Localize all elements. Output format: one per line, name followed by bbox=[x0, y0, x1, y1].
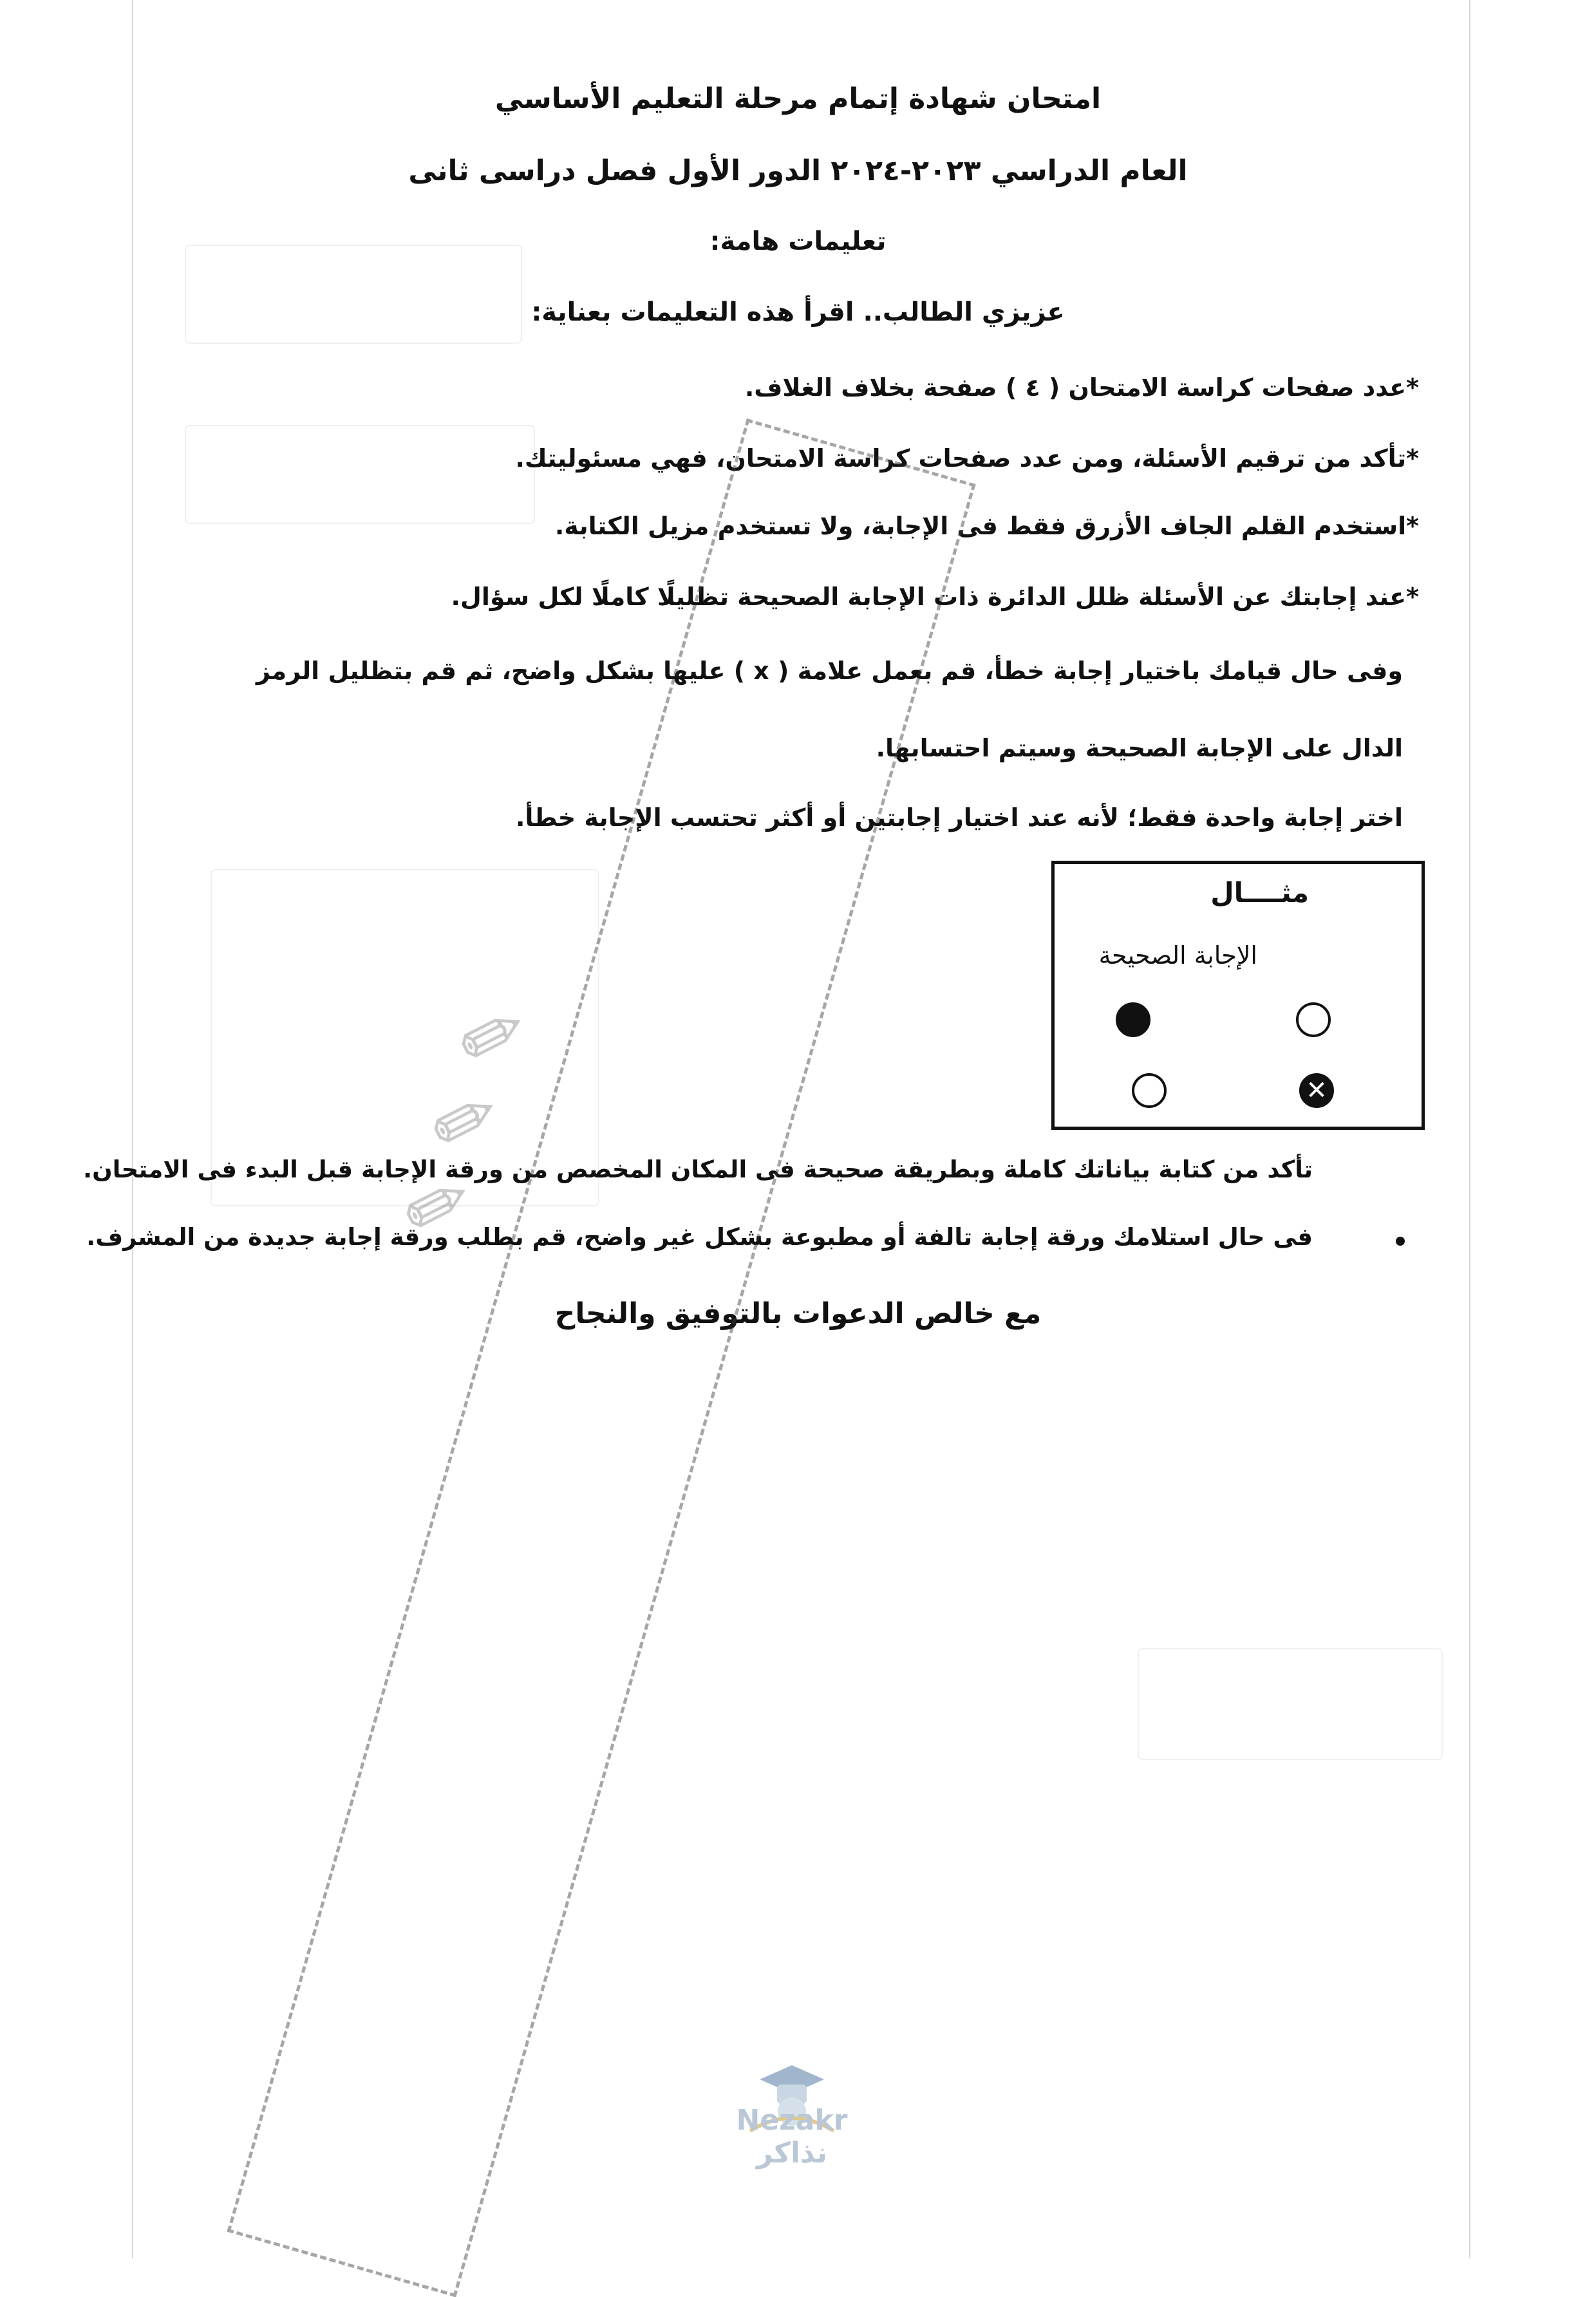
example-title: مثــــال bbox=[1210, 877, 1309, 908]
show-through-box bbox=[1138, 1648, 1443, 1760]
correct-answer-label: الإجابة الصحيحة bbox=[1098, 941, 1257, 970]
academic-year-line: العام الدراسي ٢٠٢٣-٢٠٢٤ الدور الأول فصل دراسى ثانى bbox=[408, 155, 1188, 187]
instruction-line: اختر إجابة واحدة فقط؛ لأنه عند اختيار إجابتين أو أكثر تحتسب الإجابة خطأ. bbox=[515, 803, 1403, 832]
instruction-line: *تأكد من ترقيم الأسئلة، ومن عدد صفحات كراسة الامتحان، فهي مسئوليتك. bbox=[515, 444, 1419, 473]
instruction-line: *عدد صفحات كراسة الامتحان ( ٤ ) صفحة بخلاف الغلاف. bbox=[744, 373, 1419, 402]
show-through-box bbox=[185, 425, 535, 524]
filled-bubble-icon bbox=[1116, 1002, 1150, 1037]
instructions-heading: تعليمات هامة: bbox=[709, 227, 887, 256]
stamp-handwriting: ✎ ✎ ✎ bbox=[386, 991, 547, 1251]
greeting-line: عزيزي الطالب.. اقرأ هذه التعليمات بعناية: bbox=[531, 297, 1065, 327]
bullet-icon bbox=[1396, 1237, 1405, 1246]
note-line: فى حال استلامك ورقة إجابة تالفة أو مطبوعة بشكل غير واضح، قم بطلب ورقة إجابة جديدة من المشرف. bbox=[86, 1223, 1313, 1251]
empty-bubble-icon bbox=[1132, 1073, 1167, 1108]
exam-title: امتحان شهادة إتمام مرحلة التعليم الأساسي bbox=[494, 82, 1102, 115]
show-through-box bbox=[185, 245, 522, 344]
nezakr-logo bbox=[705, 2060, 879, 2170]
nezakr-logo-text: Nezakr نذاكر bbox=[736, 2104, 848, 2170]
instruction-line: *استخدم القلم الجاف الأزرق فقط فى الإجابة، ولا تستخدم مزيل الكتابة. bbox=[554, 512, 1419, 540]
empty-bubble-icon bbox=[1296, 1002, 1331, 1037]
instruction-line: *عند إجابتك عن الأسئلة ظلل الدائرة ذات الإجابة الصحيحة تظليلًا كاملًا لكل سؤال. bbox=[451, 583, 1419, 611]
closing-line: مع خالص الدعوات بالتوفيق والنجاح bbox=[554, 1297, 1042, 1330]
instruction-line: وفى حال قيامك باختيار إجابة خطأ، قم بعمل علامة ( x ) عليها بشكل واضح، ثم قم بتظليل الرمز bbox=[256, 657, 1403, 685]
example-box bbox=[1051, 861, 1425, 1130]
crossed-bubble-icon: ✕ bbox=[1299, 1073, 1334, 1108]
note-line: تأكد من كتابة بياناتك كاملة وبطريقة صحيحة فى المكان المخصص من ورقة الإجابة قبل البدء فى الامتحان. bbox=[83, 1156, 1313, 1183]
instruction-line: الدال على الإجابة الصحيحة وسيتم احتسابها. bbox=[876, 734, 1403, 762]
